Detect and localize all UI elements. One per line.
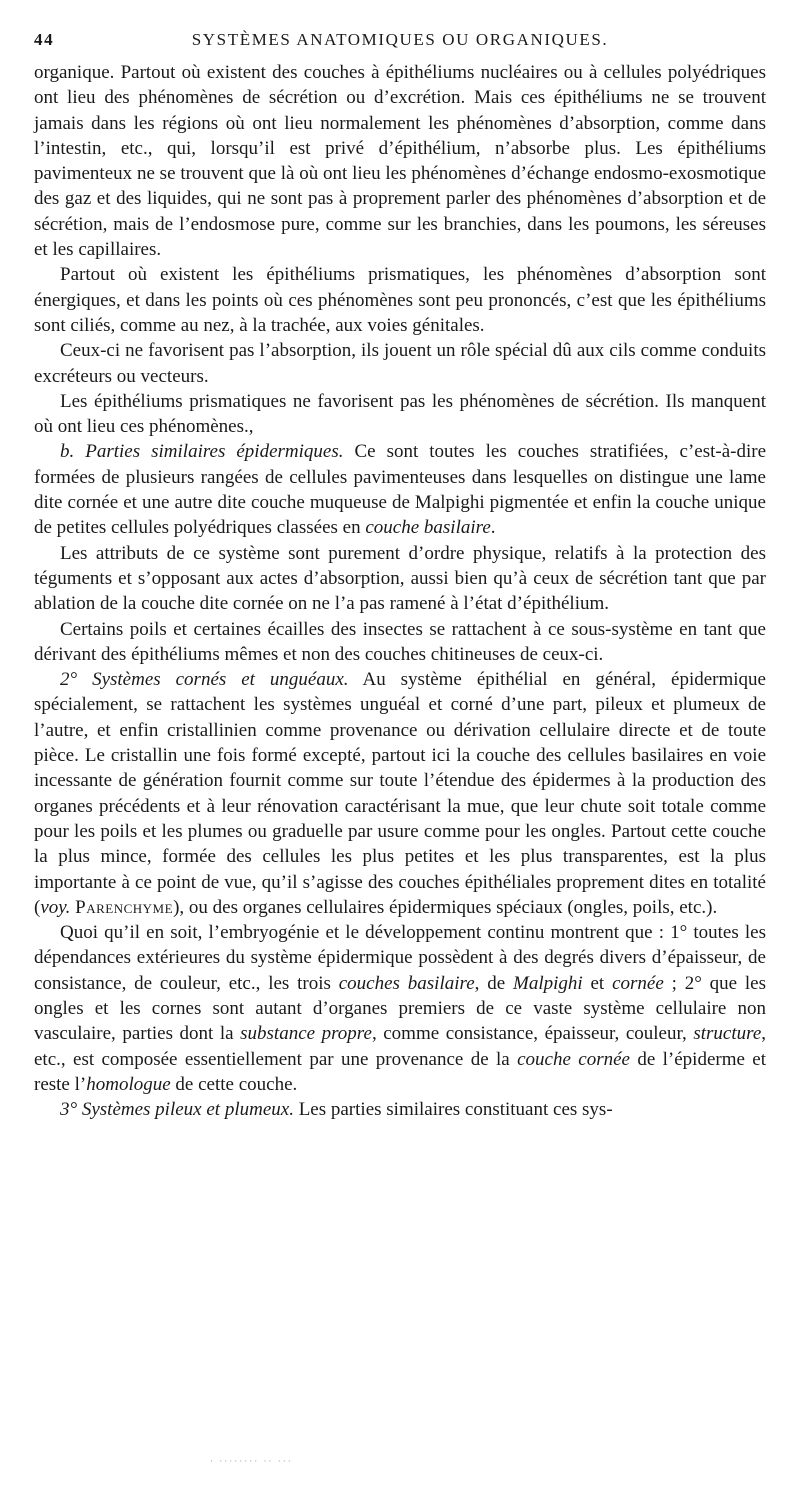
paragraph-5-text: Ce sont toutes les couches stratifiées, c’est-à-dire formées de plusieurs rangées de cellules pavimenteuses dans lesquelles on distingue une lame dite cornée et une autre dite couche muqueuse de Malpighi pigmentée et enfin la couche unique de petites cellules polyédriques classées en [34,441,767,539]
p9-text-2: , de [474,972,513,994]
paragraph-5-end: . [490,517,496,539]
paragraph-1: organique. Partout où existent des couches à épithéliums nucléaires ou à cellules polyédriques ont lieu des phénomènes de sécrétion ou d’excrétion. Mais ces épithéliums ne se trouvent jamais dans les régions où ont lieu normalement les phénomènes d’absorption, comme dans l’intestin, etc., qui, lorsqu’il est privé d’épithélium, n’absorbe plus. Les épithéliums pavimenteux ne se trouvent que là où ont lieu les phénomènes d’échange endosmo-exosmotique des gaz et des liquides, qui ne sont pas à proprement parler des phénomènes d’absorption et de sécrétion, mais de l’endosmose pure, comme sur les branchies, dans les poumons, les séreuses et les capillaires. [34,62,766,261]
term-couche-basilaire: couche basilaire [365,517,491,539]
p9-text-4: ; 2° que les ongles et les cornes sont autant d’organes premiers de ce vaste système cellulaire non vasculaire, parties dont la [34,972,767,1045]
p9-text-3: et [582,972,613,994]
p9-italic-6: couche cornée [517,1048,630,1070]
page-number: 44 [34,30,55,49]
p9-text-5: , comme consistance, épaisseur, couleur, [371,1023,694,1045]
paragraph-8-end: ), ou des organes cellulaires épidermiques spéciaux (ongles, poils, etc.). [173,896,718,918]
p9-text-8: de cette couche. [170,1073,298,1095]
p9-text-1: Quoi qu’il en soit, l’embryogénie et le développement continu montrent que : 1° toutes les dépendances extérieures du système épidermique possèdent à des degrés divers d’épaisseur, de consistance, de couleur, etc., les trois [34,922,766,994]
p9-italic-7: homologue [86,1073,171,1095]
paragraph-2: Partout où existent les épithéliums prismatiques, les phénomènes d’absorption sont énergiques, et dans les points où ces phénomènes sont peu prononcés, c’est que les épithéliums sont ciliés, comme au nez, à la trachée, aux voies génitales. [34,264,766,336]
p9-italic-1: couches basilaire [338,972,475,994]
paragraph-7: Certains poils et certaines écailles des insectes se rattachent à ce sous-système en tant que dérivant des épithéliums mêmes et non des couches chitineuses de ceux-ci. [34,618,766,665]
paragraph-5 [34,439,766,540]
section-heading-b: b. Parties similaires épidermiques. [60,441,344,463]
footer-mark: · ········ ·· ··· [210,1456,293,1466]
p9-italic-5: structure [693,1023,762,1045]
paragraph-9 [34,920,766,1097]
paragraph-4: Les épithéliums prismatiques ne favorisent pas les phénomènes de sécrétion. Ils manquent où ont lieu ces phénomènes., [34,390,766,438]
section-heading-2: 2° Systèmes cornés et unguéaux. [60,669,349,691]
section-heading-3: 3° Systèmes pileux et plumeux. [60,1099,294,1121]
document-page [34,30,766,1122]
paragraph-8-text: Au système épithélial en général, épidermique spécialement, se rattachent les systèmes unguéal et corné d’une part, pileux et plumeux de l’autre, et enfin cristallinien comme provenance ou dérivation cellulaire directe et de toute pièce. Le cristallin une fois formé excepté, partout ici la couche des cellules basilaires en voie incessante de génération fournit comme sur toute l’étendue des épidermes à la production des organes précédents et à leur rénovation caractérisant la mue, que leur chute soit totale comme pour les poils et les plumes ou graduelle par usure comme pour les ongles. Partout cette couche la plus mince, formée des cellules les plus petites et les plus transparentes, est la plus importante à ce point de vue, qu’il s’agisse des couches épithéliales proprement dites en totalité ( [34,669,766,918]
p9-italic-3: cornée [612,972,664,994]
running-title: SYSTÈMES ANATOMIQUES OU ORGANIQUES. [191,30,609,49]
p9-text-7: de l’épiderme et reste l’ [34,1048,767,1095]
paragraph-8 [34,667,766,920]
paragraph-3: Ceux-ci ne favorisent pas l’absorption, ils jouent un rôle spécial dû aux cils comme conduits excréteurs ou vecteurs. [34,340,766,387]
p9-text-6: , etc., est composée essentiellement par une provenance de la [34,1023,767,1070]
p9-italic-4: substance propre [240,1023,372,1045]
p9-italic-2: Malpighi [513,972,583,994]
paragraph-6: Les attributs de ce système sont purement d’ordre physique, relatifs à la protection des téguments et s’opposant aux actes d’absorption, aussi bien qu’à ceux de sécrétion tant que par ablation de la couche dite cornée on ne l’a pas ramené à l’état d’épithélium. [34,542,766,615]
paragraph-10-text: Les parties similaires constituant ces sys- [293,1099,613,1121]
paragraph-10 [34,1097,766,1122]
page-header [34,30,766,60]
voy-abbrev: voy. [40,896,71,918]
cross-reference: Parenchyme [75,896,174,918]
